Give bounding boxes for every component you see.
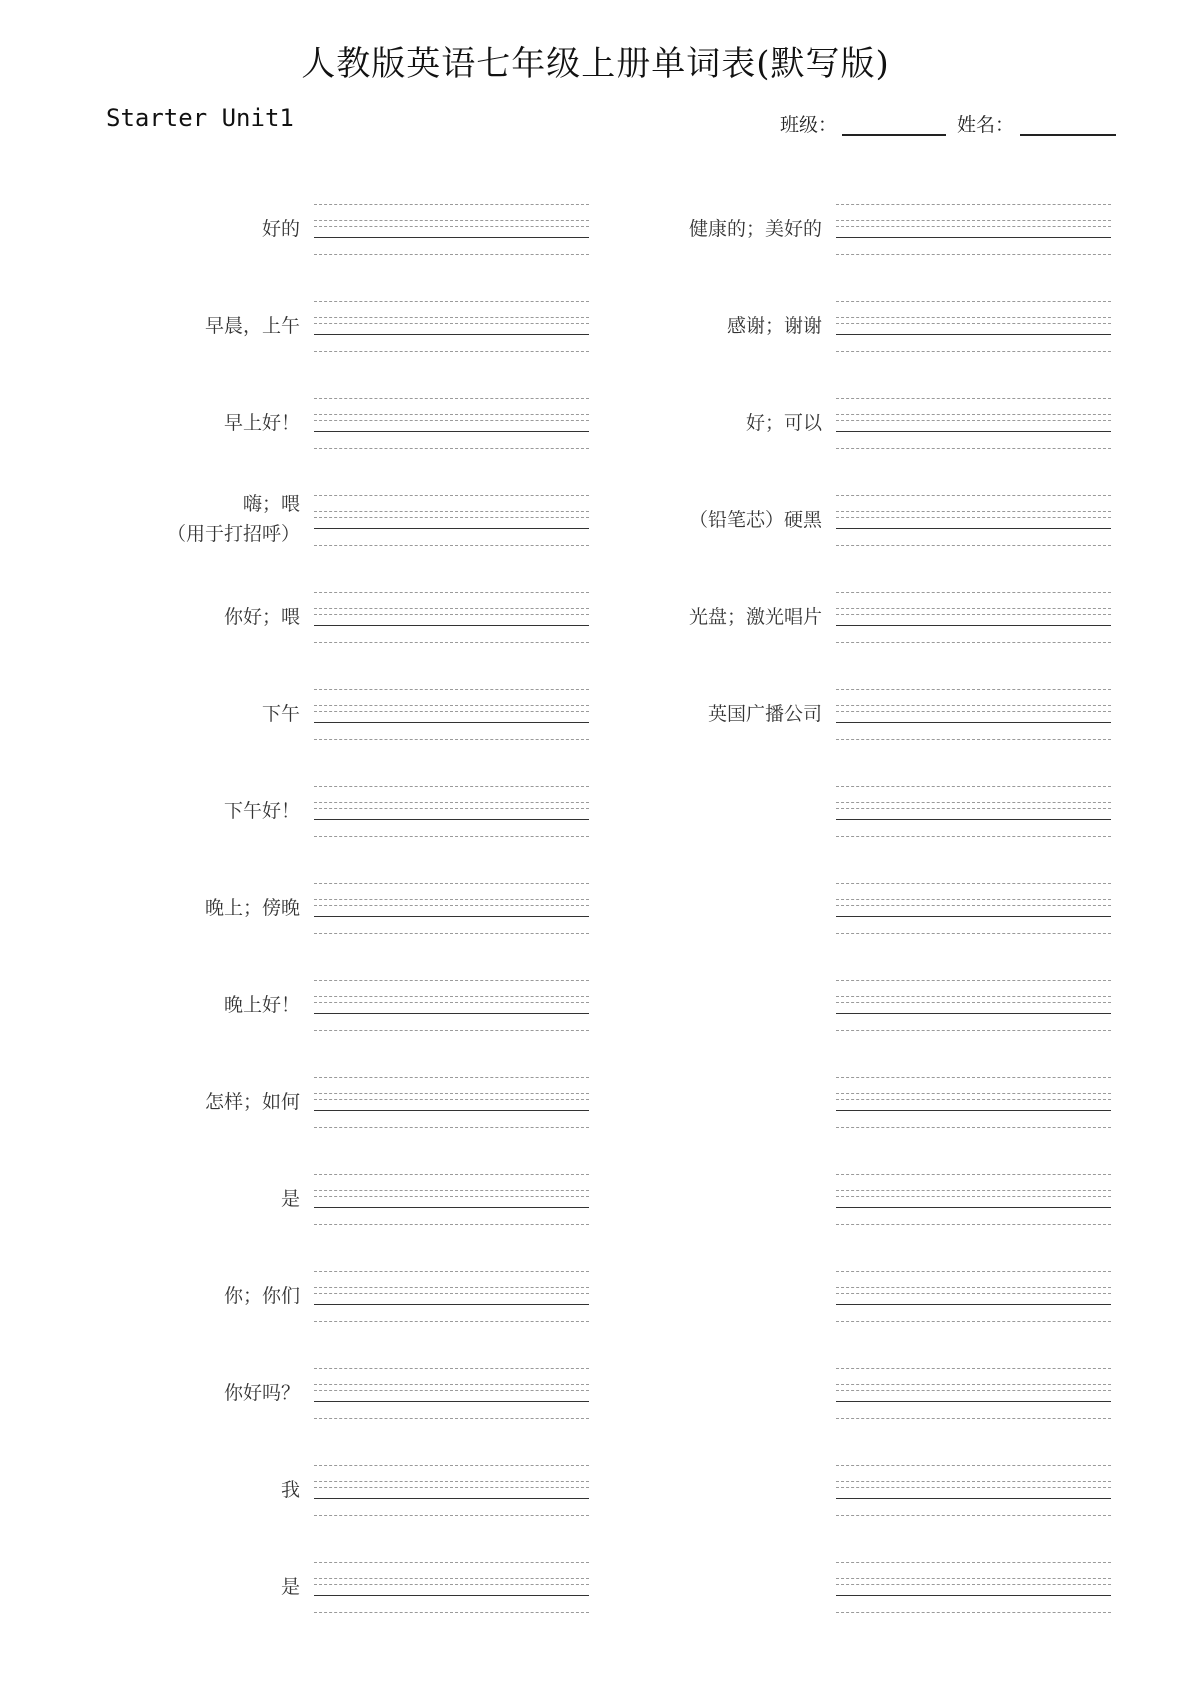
guide-line (314, 1002, 589, 1003)
writing-lines[interactable] (836, 782, 1111, 842)
guide-line (836, 1465, 1111, 1466)
guide-line (836, 1002, 1111, 1003)
guide-line (836, 1321, 1111, 1322)
baseline (836, 1110, 1111, 1111)
word-entry-right (572, 1461, 1092, 1521)
guide-line (836, 1224, 1111, 1225)
guide-line (314, 317, 589, 318)
guide-line (314, 1190, 589, 1191)
meaning-line: 晚上；傍晚 (204, 897, 300, 919)
guide-line (836, 608, 1111, 609)
baseline (314, 916, 589, 917)
baseline (314, 1595, 589, 1596)
guide-line (836, 511, 1111, 512)
meaning-line: 下午 (261, 703, 300, 725)
guide-line (836, 1174, 1111, 1175)
word-entry-right (572, 200, 1092, 260)
guide-line (836, 1384, 1111, 1385)
guide-line (314, 739, 589, 740)
guide-line (836, 420, 1111, 421)
guide-line (314, 1384, 589, 1385)
word-entry-left (50, 1073, 570, 1133)
guide-line (836, 254, 1111, 255)
guide-line (314, 1224, 589, 1225)
chinese-meaning (100, 214, 300, 244)
guide-line (836, 1196, 1111, 1197)
meaning-line: 是 (280, 1576, 300, 1598)
guide-line (836, 1190, 1111, 1191)
guide-line (314, 1578, 589, 1579)
baseline (836, 528, 1111, 529)
baseline (836, 1498, 1111, 1499)
guide-line (314, 420, 589, 421)
guide-line (836, 899, 1111, 900)
writing-lines[interactable] (836, 1073, 1111, 1133)
guide-line (314, 836, 589, 837)
writing-lines[interactable] (836, 1364, 1111, 1424)
guide-line (314, 220, 589, 221)
guide-line (314, 1612, 589, 1613)
guide-line (314, 1077, 589, 1078)
guide-line (836, 1390, 1111, 1391)
chinese-meaning (622, 505, 822, 535)
writing-lines[interactable] (836, 491, 1111, 551)
guide-line (314, 517, 589, 518)
meaning-line: 健康的；美好的 (688, 218, 822, 240)
guide-line (314, 808, 589, 809)
chinese-meaning (100, 990, 300, 1020)
baseline (836, 431, 1111, 432)
baseline (836, 819, 1111, 820)
guide-line (314, 1287, 589, 1288)
chinese-meaning (100, 1281, 300, 1311)
word-entry-left (50, 782, 570, 842)
word-entry-right (572, 782, 1092, 842)
baseline (314, 819, 589, 820)
guide-line (836, 1612, 1111, 1613)
word-entry-left (50, 1267, 570, 1327)
guide-line (836, 836, 1111, 837)
writing-lines[interactable] (836, 297, 1111, 357)
baseline (314, 1207, 589, 1208)
writing-lines[interactable] (314, 394, 589, 454)
guide-line (314, 642, 589, 643)
word-entry-right (572, 1364, 1092, 1424)
guide-line (314, 414, 589, 415)
guide-line (836, 1287, 1111, 1288)
writing-lines[interactable] (836, 1461, 1111, 1521)
meaning-line: 光盘；激光唱片 (688, 606, 822, 628)
baseline (836, 237, 1111, 238)
guide-line (836, 808, 1111, 809)
guide-line (314, 1271, 589, 1272)
guide-line (314, 1321, 589, 1322)
word-entry-right (572, 685, 1092, 745)
meaning-line: 晚上好！ (223, 994, 300, 1016)
guide-line (836, 398, 1111, 399)
guide-line (836, 517, 1111, 518)
meaning-line: 我 (280, 1479, 300, 1501)
guide-line (836, 1368, 1111, 1369)
word-entry-right (572, 1267, 1092, 1327)
word-entry-left (50, 1170, 570, 1230)
guide-line (314, 1390, 589, 1391)
guide-line (314, 711, 589, 712)
baseline (314, 334, 589, 335)
guide-line (314, 802, 589, 803)
writing-lines[interactable] (314, 297, 589, 357)
writing-lines[interactable] (836, 1267, 1111, 1327)
guide-line (314, 398, 589, 399)
guide-line (314, 996, 589, 997)
word-entry-left (50, 491, 570, 551)
chinese-meaning (100, 1572, 300, 1602)
guide-line (836, 1127, 1111, 1128)
guide-line (314, 301, 589, 302)
guide-line (314, 1481, 589, 1482)
guide-line (314, 1487, 589, 1488)
baseline (836, 1401, 1111, 1402)
meaning-line: 下午好！ (223, 800, 300, 822)
meaning-line: 早晨，上午 (204, 315, 300, 337)
guide-line (314, 1099, 589, 1100)
word-entry-right (572, 1170, 1092, 1230)
guide-line (836, 1271, 1111, 1272)
guide-line (836, 711, 1111, 712)
meaning-line: 早上好！ (223, 412, 300, 434)
word-entry-left (50, 297, 570, 357)
chinese-meaning (622, 408, 822, 438)
guide-line (314, 1418, 589, 1419)
guide-line (836, 1562, 1111, 1563)
chinese-meaning (622, 602, 822, 632)
guide-line (314, 1196, 589, 1197)
guide-line (836, 739, 1111, 740)
guide-line (836, 980, 1111, 981)
writing-lines[interactable] (314, 685, 589, 745)
word-entry-right (572, 588, 1092, 648)
chinese-meaning (100, 408, 300, 438)
guide-line (314, 1093, 589, 1094)
guide-line (836, 1515, 1111, 1516)
meaning-line: 怎样；如何 (204, 1091, 300, 1113)
meaning-line: 你；你们 (223, 1285, 300, 1307)
guide-line (314, 545, 589, 546)
chinese-meaning (100, 1475, 300, 1505)
chinese-meaning (100, 1184, 300, 1214)
writing-lines[interactable] (836, 879, 1111, 939)
guide-line (314, 254, 589, 255)
page-title: 人教版英语七年级上册单词表(默写版) (301, 44, 890, 84)
guide-line (836, 933, 1111, 934)
baseline (836, 722, 1111, 723)
guide-line (314, 1584, 589, 1585)
chinese-meaning (100, 311, 300, 341)
writing-lines[interactable] (314, 1073, 589, 1133)
guide-line (836, 1418, 1111, 1419)
guide-line (314, 204, 589, 205)
guide-line (314, 1465, 589, 1466)
writing-lines[interactable] (836, 1170, 1111, 1230)
guide-line (314, 899, 589, 900)
baseline (836, 1304, 1111, 1305)
baseline (836, 334, 1111, 335)
guide-line (836, 495, 1111, 496)
baseline (314, 722, 589, 723)
writing-lines[interactable] (314, 1364, 589, 1424)
baseline (314, 237, 589, 238)
baseline (836, 1207, 1111, 1208)
chinese-meaning (100, 602, 300, 632)
guide-line (314, 786, 589, 787)
meaning-line-2: （用于打招呼） (166, 523, 300, 545)
writing-lines[interactable] (836, 976, 1111, 1036)
word-entry-left (50, 879, 570, 939)
baseline (836, 1595, 1111, 1596)
guide-line (314, 1174, 589, 1175)
writing-lines[interactable] (314, 782, 589, 842)
baseline (314, 1110, 589, 1111)
word-entry-left (50, 1364, 570, 1424)
guide-line (314, 511, 589, 512)
guide-line (836, 204, 1111, 205)
guide-line (314, 905, 589, 906)
chinese-meaning (100, 1378, 300, 1408)
guide-line (836, 301, 1111, 302)
guide-line (314, 448, 589, 449)
guide-line (314, 495, 589, 496)
chinese-meaning (100, 796, 300, 826)
guide-line (314, 608, 589, 609)
guide-line (314, 980, 589, 981)
guide-line (314, 323, 589, 324)
guide-line (314, 1030, 589, 1031)
word-entry-left (50, 976, 570, 1036)
baseline (314, 1401, 589, 1402)
guide-line (314, 226, 589, 227)
chinese-meaning (100, 1087, 300, 1117)
meaning-line: 是 (280, 1188, 300, 1210)
chinese-meaning (100, 699, 300, 729)
meaning-line: （铅笔芯）硬黑 (688, 509, 822, 531)
meaning-line: 好的 (261, 218, 300, 240)
guide-line (836, 705, 1111, 706)
writing-lines[interactable] (836, 1558, 1111, 1618)
writing-lines[interactable] (314, 1558, 589, 1618)
word-entry-right (572, 976, 1092, 1036)
writing-lines[interactable] (314, 200, 589, 260)
guide-line (314, 883, 589, 884)
guide-line (836, 1077, 1111, 1078)
writing-lines[interactable] (314, 1170, 589, 1230)
guide-line (836, 351, 1111, 352)
guide-line (836, 1030, 1111, 1031)
guide-line (836, 996, 1111, 997)
guide-line (836, 1584, 1111, 1585)
baseline (314, 1304, 589, 1305)
guide-line (314, 1562, 589, 1563)
word-entry-left (50, 1558, 570, 1618)
chinese-meaning (622, 214, 822, 244)
meaning-line: 你好；喂 (223, 606, 300, 628)
writing-lines[interactable] (314, 491, 589, 551)
unit-heading: Starter Unit1 (106, 104, 294, 132)
chinese-meaning (622, 311, 822, 341)
guide-line (836, 905, 1111, 906)
baseline (314, 625, 589, 626)
guide-line (836, 642, 1111, 643)
baseline (836, 1013, 1111, 1014)
guide-line (314, 592, 589, 593)
guide-line (314, 1368, 589, 1369)
meaning-line: 嗨；喂 (242, 493, 300, 515)
class-label: 班级： (780, 114, 838, 136)
word-entry-left (50, 685, 570, 745)
guide-line (836, 448, 1111, 449)
word-entry-left (50, 588, 570, 648)
writing-lines[interactable] (314, 1267, 589, 1327)
guide-line (836, 1293, 1111, 1294)
guide-line (836, 883, 1111, 884)
guide-line (836, 317, 1111, 318)
guide-line (314, 1515, 589, 1516)
meaning-line: 感谢；谢谢 (726, 315, 822, 337)
writing-lines[interactable] (314, 879, 589, 939)
baseline (836, 916, 1111, 917)
writing-lines[interactable] (836, 685, 1111, 745)
guide-line (314, 1293, 589, 1294)
chinese-meaning (622, 699, 822, 729)
baseline (836, 625, 1111, 626)
word-entry-right (572, 297, 1092, 357)
guide-line (836, 226, 1111, 227)
writing-lines[interactable] (314, 976, 589, 1036)
chinese-meaning (100, 893, 300, 923)
baseline (314, 1013, 589, 1014)
baseline (314, 1498, 589, 1499)
word-entry-right (572, 879, 1092, 939)
guide-line (314, 614, 589, 615)
guide-line (836, 414, 1111, 415)
word-entry-right (572, 1073, 1092, 1133)
guide-line (836, 689, 1111, 690)
word-entry-left (50, 394, 570, 454)
meaning-line: 你好吗？ (223, 1382, 300, 1404)
guide-line (836, 1487, 1111, 1488)
guide-line (314, 705, 589, 706)
guide-line (836, 592, 1111, 593)
baseline (314, 528, 589, 529)
name-input-line[interactable] (1020, 134, 1116, 136)
guide-line (314, 1127, 589, 1128)
guide-line (314, 689, 589, 690)
writing-lines[interactable] (836, 394, 1111, 454)
guide-line (314, 933, 589, 934)
guide-line (314, 351, 589, 352)
guide-line (836, 786, 1111, 787)
word-entry-right (572, 491, 1092, 551)
word-entry-left (50, 200, 570, 260)
meaning-line: 英国广播公司 (707, 703, 822, 725)
word-entry-left (50, 1461, 570, 1521)
writing-lines[interactable] (314, 588, 589, 648)
meaning-line: 好；可以 (745, 412, 822, 434)
word-entry-right (572, 1558, 1092, 1618)
class-input-line[interactable] (842, 134, 946, 136)
guide-line (836, 1481, 1111, 1482)
guide-line (836, 220, 1111, 221)
name-label: 姓名： (957, 114, 1015, 136)
guide-line (836, 1578, 1111, 1579)
writing-lines[interactable] (836, 200, 1111, 260)
writing-lines[interactable] (836, 588, 1111, 648)
guide-line (836, 1099, 1111, 1100)
guide-line (836, 545, 1111, 546)
chinese-meaning (100, 489, 300, 549)
guide-line (836, 802, 1111, 803)
guide-line (836, 1093, 1111, 1094)
word-entry-right (572, 394, 1092, 454)
guide-line (836, 614, 1111, 615)
writing-lines[interactable] (314, 1461, 589, 1521)
baseline (314, 431, 589, 432)
guide-line (836, 323, 1111, 324)
